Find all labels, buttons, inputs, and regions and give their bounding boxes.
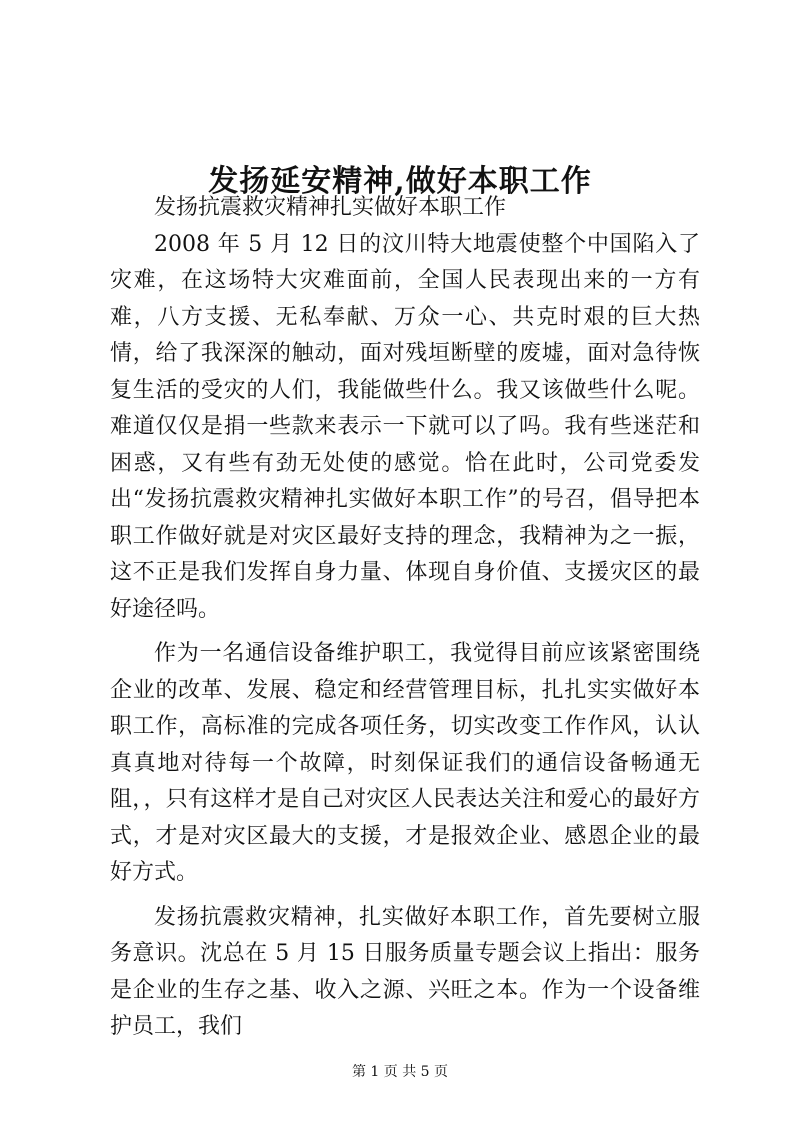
page-footer: 第 1 页 共 5 页 (351, 1064, 449, 1080)
document-title: 发扬延安精神,做好本职工作 (208, 164, 592, 200)
body-paragraph: 2008 年 5 月 12 日的汶川特大地震使整个中国陷入了灾难，在这场特大灾难面前，全国人民表现出来的一方有难，八方支援、无私奉献、万众一心、共克时艰的巨大热情，给了我深深的触动，面对残垣断壁的废墟，面对急待恢复生活的受灾的人们，我能做些什么。我又该做些什么呢。难道仅仅是捐一些款来表示一下就可以了吗。我有些迷茫和困惑，又有些有劲无处使的感觉。恰在此时，公司党委发出“发扬抗震救灾精神扎实做好本职工作”的号召，倡导把本职工作做好就是对灾区最好支持的理念，我精神为之一振，这不正是我们发挥自身力量、体现自身价值、支援灾区的最好途径吗。 (110, 231, 700, 622)
body-paragraph: 发扬抗震救灾精神，扎实做好本职工作，首先要树立服务意识。沈总在 5 月 15 日服务质量专题会议上指出：服务是企业的生存之基、收入之源、兴旺之本。作为一个设备维护员工，我们 (110, 904, 700, 1039)
document-subtitle: 发扬抗震救灾精神扎实做好本职工作 (154, 195, 507, 220)
document-body (110, 190, 700, 1054)
body-paragraph: 作为一名通信设备维护职工，我觉得目前应该紧密围绕企业的改革、发展、稳定和经营管理目标，扎扎实实做好本职工作，高标准的完成各项任务，切实改变工作作风，认认真真地对待每一个故障，时刻保证我们的通信设备畅通无阻，，只有这样才是自己对灾区人民表达关注和爱心的最好方式，才是对灾区最大的支援，才是报效企业、感恩企业的最好方式。 (110, 641, 700, 885)
